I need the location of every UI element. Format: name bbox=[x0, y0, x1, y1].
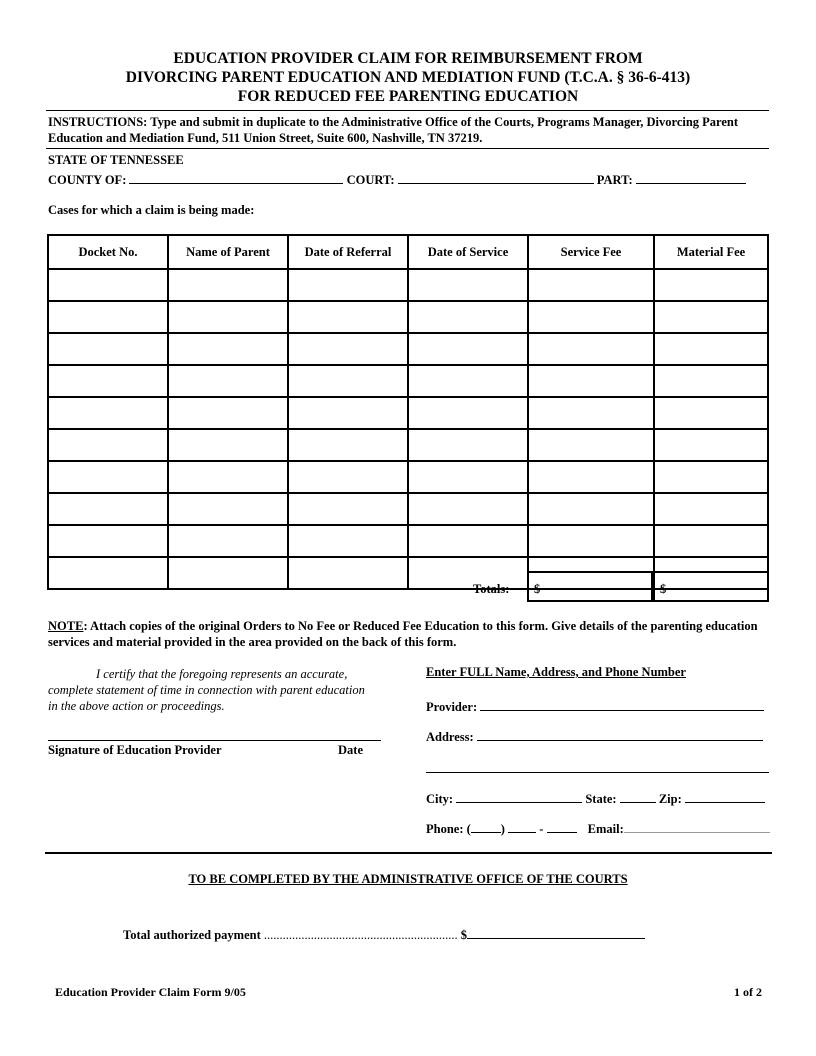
note bbox=[48, 618, 770, 650]
table-cell[interactable] bbox=[654, 493, 768, 525]
table-row bbox=[48, 525, 768, 557]
table-cell[interactable] bbox=[288, 269, 408, 301]
table-cell[interactable] bbox=[408, 333, 528, 365]
table-cell[interactable] bbox=[654, 333, 768, 365]
material-fee-dollar-sign: $ bbox=[660, 582, 667, 596]
address-line-2-field[interactable] bbox=[426, 772, 769, 773]
table-cell[interactable] bbox=[288, 365, 408, 397]
table-cell[interactable] bbox=[48, 397, 168, 429]
footer-page-number: 1 of 2 bbox=[734, 985, 762, 999]
payment-leader-dots: .............................................................. bbox=[263, 928, 458, 942]
certify-line-1: I certify that the foregoing represents an accurate, bbox=[96, 667, 348, 681]
col-service-fee: Service Fee bbox=[528, 235, 654, 269]
table-cell[interactable] bbox=[168, 557, 288, 589]
col-material-fee: Material Fee bbox=[654, 235, 768, 269]
table-cell[interactable] bbox=[48, 557, 168, 589]
note-label: NOTE bbox=[48, 619, 84, 633]
table-cell[interactable] bbox=[48, 493, 168, 525]
table-cell[interactable] bbox=[168, 461, 288, 493]
table-cell[interactable] bbox=[168, 525, 288, 557]
table-cell[interactable] bbox=[654, 461, 768, 493]
certify-line-2: complete statement of time in connection with parent education bbox=[48, 683, 365, 697]
totals-label: Totals: bbox=[473, 582, 510, 596]
county-court-part-row bbox=[48, 171, 770, 188]
table-cell[interactable] bbox=[528, 525, 654, 557]
col-date-of-referral: Date of Referral bbox=[288, 235, 408, 269]
table-cell[interactable] bbox=[408, 525, 528, 557]
city-label: City: bbox=[426, 792, 454, 806]
address-field[interactable] bbox=[477, 728, 763, 741]
phone-dash: - bbox=[539, 822, 544, 836]
table-cell[interactable] bbox=[288, 557, 408, 589]
table-cell[interactable] bbox=[408, 493, 528, 525]
table-cell[interactable] bbox=[528, 333, 654, 365]
table-cell[interactable] bbox=[288, 333, 408, 365]
table-row bbox=[48, 269, 768, 301]
col-name-of-parent: Name of Parent bbox=[168, 235, 288, 269]
provider-label: Provider: bbox=[426, 700, 478, 714]
table-cell[interactable] bbox=[48, 365, 168, 397]
state-field[interactable] bbox=[620, 790, 656, 803]
provider-row bbox=[426, 698, 769, 715]
date-label: Date bbox=[338, 743, 363, 757]
city-field[interactable] bbox=[456, 790, 582, 803]
section-divider bbox=[45, 852, 772, 854]
part-label: PART: bbox=[596, 173, 633, 187]
table-header-row bbox=[48, 235, 768, 269]
court-field[interactable] bbox=[398, 171, 594, 184]
certification-statement bbox=[48, 666, 408, 714]
table-cell[interactable] bbox=[528, 365, 654, 397]
table-cell[interactable] bbox=[288, 301, 408, 333]
phone-number-field[interactable] bbox=[547, 820, 577, 833]
table-cell[interactable] bbox=[408, 397, 528, 429]
table-cell[interactable] bbox=[48, 301, 168, 333]
table-cell[interactable] bbox=[408, 269, 528, 301]
table-cell[interactable] bbox=[48, 333, 168, 365]
phone-paren: ) bbox=[500, 822, 505, 836]
table-cell[interactable] bbox=[408, 461, 528, 493]
table-cell[interactable] bbox=[654, 365, 768, 397]
table-cell[interactable] bbox=[528, 269, 654, 301]
table-cell[interactable] bbox=[408, 301, 528, 333]
payment-dollar-sign: $ bbox=[460, 928, 467, 942]
service-fee-total-field[interactable] bbox=[527, 571, 653, 602]
table-cell[interactable] bbox=[528, 493, 654, 525]
table-cell[interactable] bbox=[288, 429, 408, 461]
title-line-2: DIVORCING PARENT EDUCATION AND MEDIATION FUND (T.C.A. § 36-6-413) bbox=[125, 69, 691, 86]
table-cell[interactable] bbox=[654, 429, 768, 461]
address-label: Address: bbox=[426, 730, 474, 744]
col-date-of-service: Date of Service bbox=[408, 235, 528, 269]
table-cell[interactable] bbox=[48, 429, 168, 461]
table-cell[interactable] bbox=[168, 365, 288, 397]
zip-field[interactable] bbox=[685, 790, 765, 803]
table-cell[interactable] bbox=[288, 525, 408, 557]
table-cell[interactable] bbox=[168, 429, 288, 461]
county-label: COUNTY OF: bbox=[48, 173, 127, 187]
table-cell[interactable] bbox=[48, 461, 168, 493]
table-row bbox=[48, 429, 768, 461]
signature-line[interactable] bbox=[48, 740, 381, 741]
table-row bbox=[48, 493, 768, 525]
instructions: INSTRUCTIONS: Type and submit in duplicate to the Administrative Office of the Courts, Programs Manager, Divorcing Parent Education and Mediation Fund, 511 Union Street, Suite 600, Nashville, TN 37219. bbox=[48, 115, 739, 145]
claims-table bbox=[47, 234, 769, 590]
table-cell[interactable] bbox=[528, 461, 654, 493]
table-cell[interactable] bbox=[168, 301, 288, 333]
phone-prefix-field[interactable] bbox=[508, 820, 536, 833]
table-cell[interactable] bbox=[408, 429, 528, 461]
phone-label: Phone: ( bbox=[426, 822, 471, 836]
certify-line-3: in the above action or proceedings. bbox=[48, 699, 225, 713]
state-field-label: State: bbox=[585, 792, 617, 806]
table-cell[interactable] bbox=[168, 493, 288, 525]
form-title bbox=[0, 49, 816, 106]
table-cell[interactable] bbox=[528, 301, 654, 333]
table-cell[interactable] bbox=[528, 429, 654, 461]
divider bbox=[46, 110, 769, 111]
table-row bbox=[48, 333, 768, 365]
table-cell[interactable] bbox=[654, 301, 768, 333]
court-label: COURT: bbox=[346, 173, 395, 187]
email-field[interactable] bbox=[624, 820, 770, 833]
title-line-3: FOR REDUCED FEE PARENTING EDUCATION bbox=[237, 88, 579, 105]
service-fee-dollar-sign: $ bbox=[534, 582, 541, 596]
phone-email-row bbox=[426, 820, 772, 837]
aoc-heading bbox=[0, 872, 816, 887]
signature-label: Signature of Education Provider bbox=[48, 743, 222, 757]
county-field[interactable] bbox=[129, 171, 343, 184]
provider-field[interactable] bbox=[480, 698, 764, 711]
table-cell[interactable] bbox=[168, 269, 288, 301]
table-cell[interactable] bbox=[528, 397, 654, 429]
table-cell[interactable] bbox=[408, 557, 528, 589]
table-cell[interactable] bbox=[168, 397, 288, 429]
table-cell[interactable] bbox=[168, 333, 288, 365]
table-row bbox=[48, 301, 768, 333]
col-docket-no: Docket No. bbox=[48, 235, 168, 269]
table-cell[interactable] bbox=[654, 525, 768, 557]
email-label: Email: bbox=[587, 822, 624, 836]
state-label: STATE OF TENNESSEE bbox=[48, 153, 184, 167]
table-cell[interactable] bbox=[48, 269, 168, 301]
aoc-heading-text: TO BE COMPLETED BY THE ADMINISTRATIVE OFFICE OF THE COURTS bbox=[188, 872, 628, 886]
contact-heading: Enter FULL Name, Address, and Phone Number bbox=[426, 665, 686, 679]
address-row bbox=[426, 728, 769, 745]
divider bbox=[46, 148, 769, 149]
cases-label: Cases for which a claim is being made: bbox=[48, 203, 255, 217]
note-text: : Attach copies of the original Orders to No Fee or Reduced Fee Education to this form. Give details of the parenting education services and material provided in the area provided on the back of this form. bbox=[48, 619, 758, 649]
payment-row bbox=[123, 926, 645, 943]
table-row bbox=[48, 365, 768, 397]
title-line-1: EDUCATION PROVIDER CLAIM FOR REIMBURSEMENT FROM bbox=[173, 50, 643, 67]
table-row bbox=[48, 397, 768, 429]
material-fee-total-field[interactable] bbox=[653, 571, 769, 602]
table-cell[interactable] bbox=[48, 525, 168, 557]
table-cell[interactable] bbox=[408, 365, 528, 397]
footer-form-name: Education Provider Claim Form 9/05 bbox=[55, 985, 246, 999]
payment-label: Total authorized payment bbox=[123, 928, 261, 942]
zip-label: Zip: bbox=[658, 792, 682, 806]
table-cell[interactable] bbox=[654, 397, 768, 429]
table-cell[interactable] bbox=[288, 461, 408, 493]
table-cell[interactable] bbox=[654, 269, 768, 301]
city-state-zip-row bbox=[426, 790, 769, 807]
table-cell[interactable] bbox=[288, 397, 408, 429]
table-row bbox=[48, 461, 768, 493]
table-cell[interactable] bbox=[288, 493, 408, 525]
part-field[interactable] bbox=[636, 171, 746, 184]
payment-amount-field[interactable] bbox=[467, 926, 645, 939]
phone-area-code-field[interactable] bbox=[471, 820, 501, 833]
